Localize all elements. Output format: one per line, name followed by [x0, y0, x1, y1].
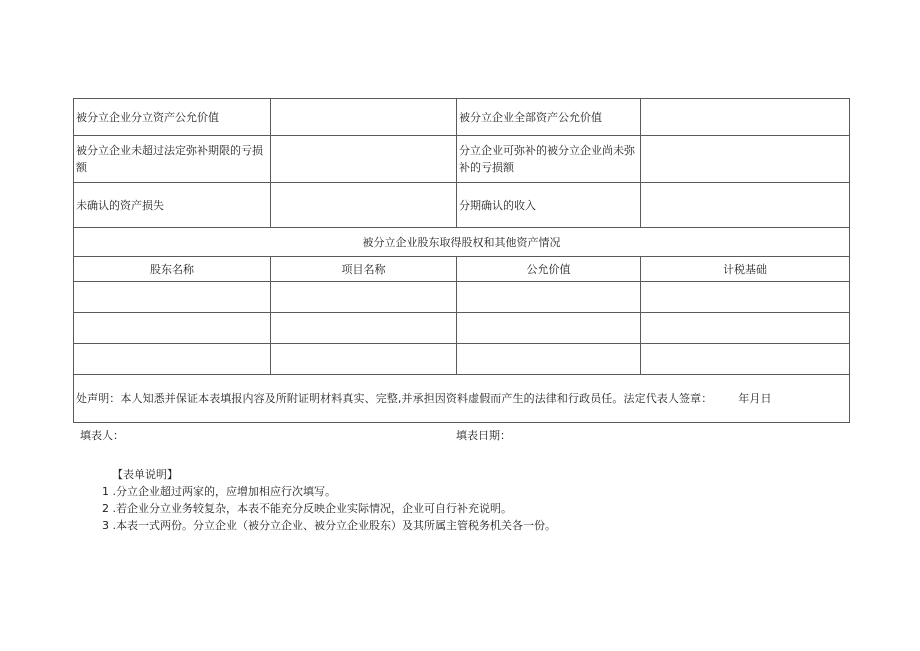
declaration-text: 处声明：本人知悉并保证本表填报内容及所附证明材料真实、完整,并承担因资料虚假而产生的法律和行政员任。法定代表人签章： [76, 392, 713, 405]
item-name-cell[interactable] [271, 282, 457, 313]
recoverable-loss-field[interactable] [641, 136, 850, 183]
tax-basis-cell[interactable] [641, 282, 850, 313]
column-header-shareholder-name: 股东名称 [74, 257, 271, 282]
unrecognized-asset-loss-label: 未确认的资产损失 [74, 183, 271, 228]
preparer-label: 填表人： [80, 429, 124, 442]
table-row [74, 183, 850, 228]
unrecognized-asset-loss-field[interactable] [271, 183, 457, 228]
note-item: 1 .分立企业超过两家的，应增加相应行次填写。 [102, 485, 336, 498]
table-row [74, 99, 850, 136]
fair-value-cell[interactable] [457, 313, 641, 344]
notes-title: 【表单说明】 [112, 468, 178, 481]
fair-value-cell[interactable] [457, 344, 641, 375]
column-header-fair-value: 公允价值 [457, 257, 641, 282]
tax-basis-cell[interactable] [641, 313, 850, 344]
unexpired-loss-label: 被分立企业未超过法定弥补期限的亏损额 [74, 136, 271, 183]
installment-income-field[interactable] [641, 183, 850, 228]
table-row [74, 282, 850, 313]
form-notes [102, 466, 556, 534]
tax-basis-cell[interactable] [641, 344, 850, 375]
note-item: 3 .本表一式两份。分立企业（被分立企业、被分立企业股东）及其所属主管税务机关各一份。 [102, 519, 556, 532]
note-item: 2 .若企业分立业务较复杂，本表不能充分反映企业实际情况，企业可自行补充说明。 [102, 502, 512, 515]
fair-value-cell[interactable] [457, 282, 641, 313]
table-row [74, 136, 850, 183]
fill-date-label: 填表日期： [456, 429, 511, 442]
table-row [74, 228, 850, 257]
item-name-cell[interactable] [271, 313, 457, 344]
column-header-tax-basis: 计税基础 [641, 257, 850, 282]
total-assets-fair-value-field[interactable] [641, 99, 850, 136]
declaration-row [74, 375, 850, 423]
declaration-cell [74, 375, 850, 423]
item-name-cell[interactable] [271, 344, 457, 375]
division-form-table [73, 98, 850, 423]
declaration-date: 年月日 [738, 392, 772, 405]
section-title: 被分立企业股东取得股权和其他资产情况 [74, 228, 850, 257]
shareholder-name-cell[interactable] [74, 282, 271, 313]
installment-income-label: 分期确认的收入 [457, 183, 641, 228]
total-assets-fair-value-label: 被分立企业全部资产公允价值 [457, 99, 641, 136]
shareholder-name-cell[interactable] [74, 313, 271, 344]
split-assets-fair-value-label: 被分立企业分立资产公允价值 [74, 99, 271, 136]
unexpired-loss-field[interactable] [271, 136, 457, 183]
table-row [74, 313, 850, 344]
shareholder-name-cell[interactable] [74, 344, 271, 375]
column-header-item-name: 项目名称 [271, 257, 457, 282]
split-assets-fair-value-field[interactable] [271, 99, 457, 136]
table-row [74, 344, 850, 375]
recoverable-loss-label: 分立企业可弥补的被分立企业尚未弥补的亏损额 [457, 136, 641, 183]
table-header-row [74, 257, 850, 282]
